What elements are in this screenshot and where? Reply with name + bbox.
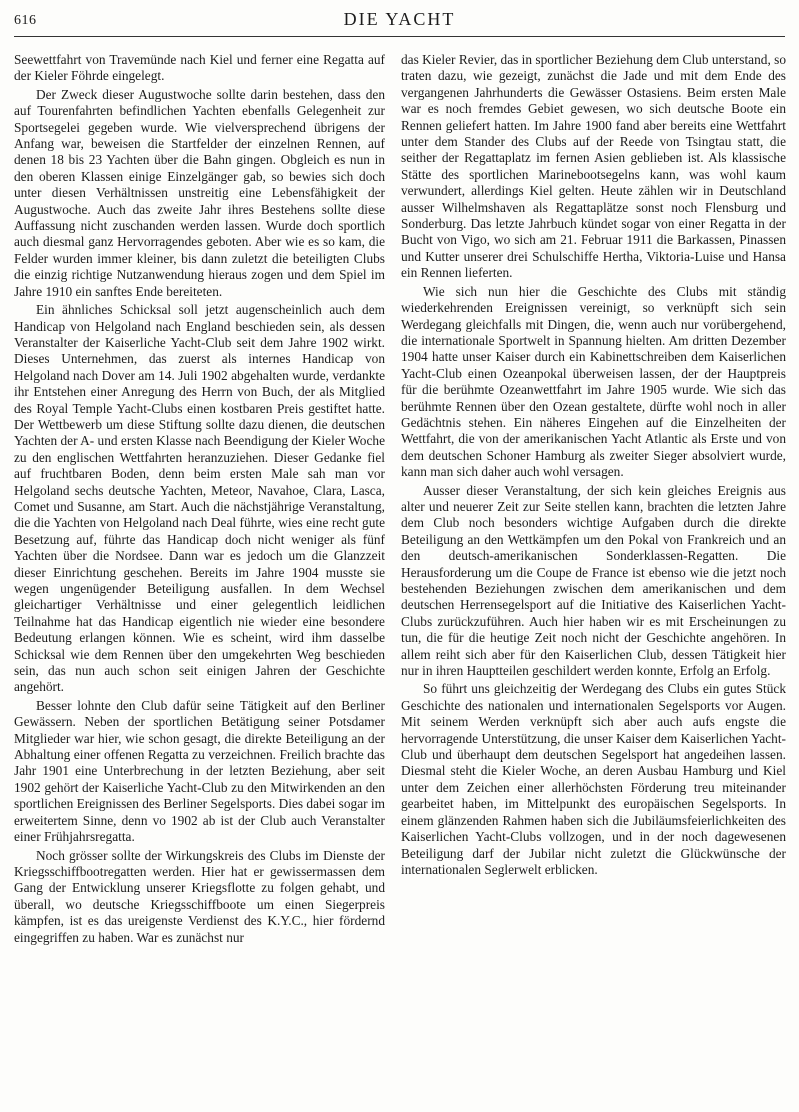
left-column: [14, 52, 385, 1102]
header-rule: [14, 36, 785, 37]
paragraph: Seewettfahrt von Travemünde nach Kiel und ferner eine Regatta auf der Kieler Föhrde eingelegt.: [14, 52, 385, 84]
paragraph: Noch grösser sollte der Wirkungskreis des Clubs im Dienste der Kriegsschiffbootregatten werden. Hier hat er gewissermassen dem Gang der Entwicklung unserer Kriegsflotte zu folgen gehabt, und überall, wo deutsche Kriegsschiffboote um einen Siegerpreis kämpfen, ist es das ureigenste Verdienst des K.Y.C., hier fördernd eingegriffen zu haben. War es zunächst nur: [14, 847, 385, 945]
paragraph: Ein ähnliches Schicksal soll jetzt augenscheinlich auch dem Handicap von Helgoland nach England beschieden sein, als dessen Veranstalter der Kaiserliche Yacht-Club seit dem Jahre 1902 wirkt. Dieses Unternehmen, das zuerst als internes Handicap von Helgoland nach Dover am 14. Juli 1902 abgehalten wurde, verdankte ihr Entstehen einer Anregung des Herrn von Buch, der als Mitglied des Royal Temple Yacht-Clubs einen kostbaren Preis gestiftet hatte. Der Wettbewerb um diese Stiftung sollte dazu dienen, die deutschen Yachten der A- und ersten Klasse nach Beendigung der Kieler Woche zu den englischen Wettfahrten heranzuziehen. Dieser Gedanke fiel auf fruchtbaren Boden, denn beim ersten Male sah man vor Helgoland sechs deutsche Yachten, Meteor, Navahoe, Clara, Lasca, Comet und Susanne, am Start. Auch die nächstjährige Veranstaltung, die die Yachten von Helgoland nach Deal führte, wies eine recht gute Besetzung auf, führte das Handicap doch nicht weniger als fünf Yachten über die Nordsee. Dann war es jedoch um die Glanzzeit dieser Einrichtung geschehen. Bereits im Jahre 1904 musste sie wegen ungenügender Beteiligung ausfallen. In dem Wechsel gleichartiger Verhältnisse und einer gelegentlich leidlichen Teilnahme hat das Handicap eigentlich nie wieder eine besondere Bedeutung erlangen können. Wie es scheint, wird ihm dasselbe Schicksal wie dem Rennen über den umgekehrten Weg beschieden sein, das nun auch schon seit einigen Jahren der Geschichte angehört.: [14, 302, 385, 695]
paragraph: Der Zweck dieser Augustwoche sollte darin bestehen, dass den auf Tourenfahrten befindlichen Yachten ebenfalls Gelegenheit zur Sportsegelei gegeben wurde. Wie vielversprechend übrigens der Anfang war, beweisen die Startfelder der einzelnen Rennen, auf denen 18 bis 23 Yachten über die Bahn gingen. Obgleich es nun in den oberen Klassen einige Einzelgänger gab, so bewies sich doch unter diesen Verhältnissen unstreitig eine Lebensfähigkeit der Augustwoche. Auch das zweite Jahr ihres Bestehens sollte diese Auffassung nicht zuschanden werden lassen. Wurde doch sportlich auch diesmal ganz Hervorragendes geboten. Aber wie es so kam, die Felder wurden immer kleiner, bis dann zuletzt die beteiligten Clubs die einzig richtige Nutzanwendung hieraus zogen und dem Spiel im Jahre 1910 ein sanftes Ende bereiteten.: [14, 86, 385, 299]
running-title: DIE YACHT: [343, 9, 456, 29]
paragraph: Wie sich nun hier die Geschichte des Clubs mit ständig wiederkehrenden Ereignissen vereinigt, so verknüpft sich sein Werdegang gleichfalls mit Dingen, die, wenn auch nur vorübergehend, die internationale Sportwelt in Spannung hielten. Am dritten Dezember 1904 hatte unser Kaiser durch ein Kabinettschreiben dem Kaiserlichen Yacht-Club einen Ozeanpokal überweisen lassen, der der Hauptpreis für die berühmte Ozeanwettfahrt im Jahre 1905 wurde. Wie sich das berühmte Rennen über den Ozean gestaltete, dürfte wohl noch in aller Gedächtnis stehen. Ein näheres Eingehen auf die Einzelheiten der Wettfahrt, die von der amerikanischen Yacht Atlantic als Erste und von dem deutschen Schoner Hamburg als zweiter Sieger absolviert wurde, kann man sich daher auch wohl versagen.: [401, 283, 786, 480]
paragraph: das Kieler Revier, das in sportlicher Beziehung dem Club unterstand, so traten dazu, wie gezeigt, zunächst die Jade und mit dem Ende des vergangenen Jahrhunderts die Gewässer Ostasiens. Beim ersten Male war es noch fremdes Gebiet gewesen, wo sich deutsche Boote ein Rennen geliefert hatten. Im Jahre 1900 fand aber bereits eine Wettfahrt unter dem Stander des Clubs auf der Reede von Tsingtau statt, die seither der Regattaplatz im fernen Asien geblieben ist. Als klassische Stätte des sportlichen Marinebootsegelns kann, was wohl kaum verwundert, allerdings Kiel gelten. Heute zählen wir in Deutschland ausser Wilhelmshaven als Regattaplätze sonst noch Flensburg und Sonderburg. Das letzte Jahrbuch kündet sogar von einer Regatta in der Bucht von Vigo, wo sich am 21. Februar 1911 die Barkassen, Pinassen und Kutter unserer drei Schulschiffe Hertha, Viktoria-Luise und Hansa ein Rennen lieferten.: [401, 52, 786, 281]
paragraph: So führt uns gleichzeitig der Werdegang des Clubs ein gutes Stück Geschichte des nationalen und internationalen Segelsports vor Augen. Mit seinem Werden verknüpft sich aber auch aufs engste die hervorragende Unterstützung, die unser Kaiser dem Kaiserlichen Yacht-Club und überhaupt dem deutschen Segelsport hat angedeihen lassen. Diesmal steht die Kieler Woche, an deren Ausbau Hamburg und Kiel unter dem Zeichen einer allerhöchsten Förderung treu miteinander gearbeitet haben, im Mittelpunkt des europäischen Segelsports. In einem glänzenden Rahmen haben sich die Jubiläumsfeierlichkeiten des Kaiserlichen Yacht-Clubs vollzogen, und in der noch dagewesenen Beteiligung darf der Jubilar nicht zuletzt die Glückwünsche der internationalen Seglerwelt erblicken.: [401, 681, 786, 877]
page-number: 616: [14, 13, 37, 28]
paragraph: Besser lohnte den Club dafür seine Tätigkeit auf den Berliner Gewässern. Neben der sportlichen Betätigung seiner Potsdamer Mitglieder war hier, wie schon gesagt, die direkte Beteiligung an der Abhaltung einer offenen Regatta zu verzeichnen. Freilich brachte das Jahr 1901 eine Unterbrechung in der letzten Beziehung, aber seit 1902 gehört der Kaiserliche Yacht-Club zu den Mitwirkenden an den sportlichen Ereignissen des Berliner Segelsports. Dies dabei sogar im erweitertem Sinne, denn vo 1902 ab ist der Club auch Veranstalter einer Frühjahrsregatta.: [14, 697, 385, 845]
right-column: [401, 52, 786, 1102]
paragraph: Ausser dieser Veranstaltung, der sich kein gleiches Ereignis aus alter und neuerer Zeit zur Seite stellen kann, brachten die letzten Jahre dem Club noch besonders wichtige Aufgaben durch die direkte Beteiligung an den Wettkämpfen um den Pokal von Frankreich und an den deutsch-amerikanischen Sonderklassen-Regatten. Die Herausforderung um die Coupe de France ist ebenso wie die jetzt noch bestehenden Beziehungen zwischen dem amerikanischen und dem deutschen Herrensegelsport auf die Initiative des Kaiserlichen Yacht-Clubs zurückzuführen. Auch hier haben wir es mit Erscheinungen zu tun, die für die heutige Zeit noch nicht der Geschichte angehören. In allem reiht sich aber für den Kaiserlichen Club, dessen Tätigkeit hier nur in ihren Hauptteilen geschildert werden konnte, Erfolg an Erfolg.: [401, 482, 786, 679]
